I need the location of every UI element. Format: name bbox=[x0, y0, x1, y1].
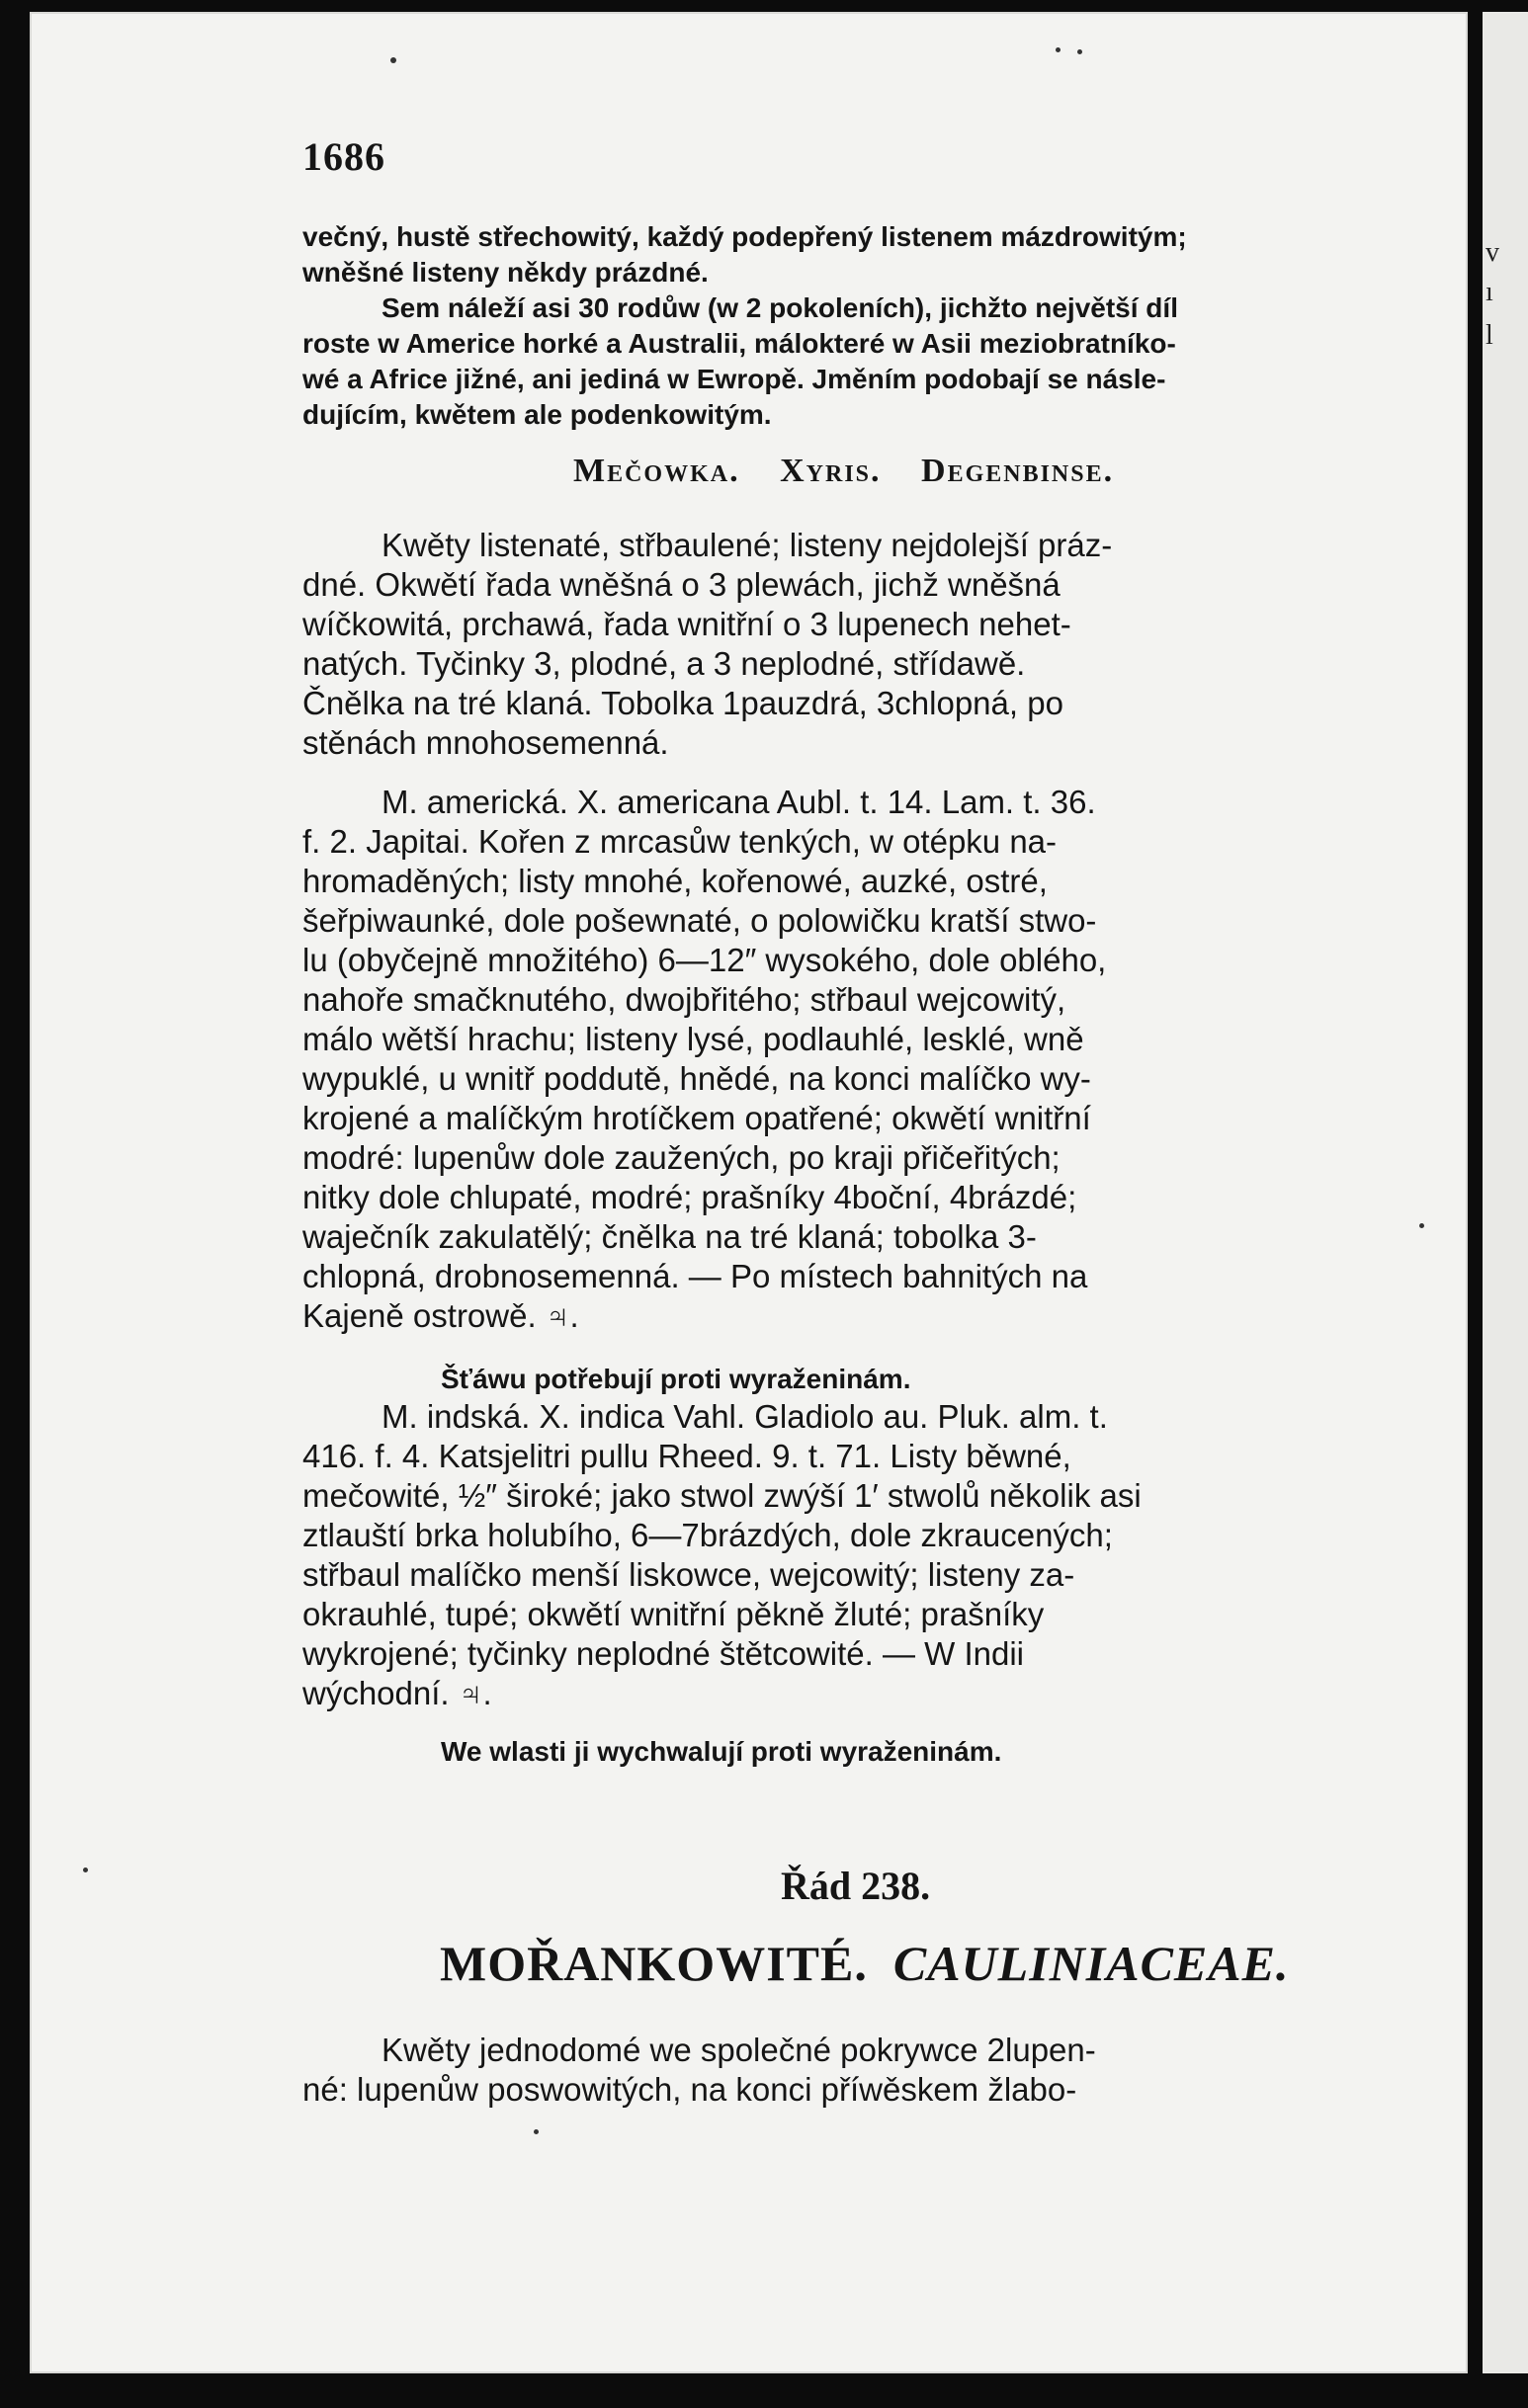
family-latin-name: CAULINIACEAE. bbox=[892, 1936, 1290, 1991]
family-czech-name: MOŘANKOWITÉ. bbox=[440, 1936, 868, 1991]
text-line: modré: lupenůw dole zaužených, po kraji přičeřitých; bbox=[302, 1139, 1061, 1176]
text-line: Kwěty jednodomé we společné pokrywce 2lupen- bbox=[382, 2032, 1096, 2068]
text-line: dné. Okwětí řada wněšná o 3 plewách, jichž wněšná bbox=[302, 566, 1061, 603]
note-americana: Šťáwu potřebují proti wyraženinám. bbox=[441, 1364, 911, 1394]
text-line: M. americká. X. americana Aubl. t. 14. Lam. t. 36. bbox=[382, 784, 1096, 820]
species-americana bbox=[302, 783, 1400, 1336]
text-line: šeřpiwaunké, dole pošewnaté, o polowičku kratší stwo- bbox=[302, 902, 1097, 939]
adjacent-fragment: l bbox=[1486, 320, 1493, 351]
text-line: né: lupenůw poswowitých, na konci příwěskem žlabo- bbox=[302, 2071, 1077, 2108]
genus-czech-name: Mečowka. bbox=[573, 453, 740, 489]
species-indica bbox=[302, 1397, 1400, 1713]
text-line: waječník zakulatělý; čnělka na tré klaná; tobolka 3- bbox=[302, 1218, 1037, 1255]
family-description bbox=[302, 2031, 1400, 2110]
scan-speck bbox=[1077, 49, 1082, 54]
text-line: okrauhlé, tupé; okwětí wnitřní pěkně žluté; prašníky bbox=[302, 1596, 1045, 1632]
text-line: Kajeně ostrowě. ♃. bbox=[302, 1297, 579, 1334]
text-line: Čnělka na tré klaná. Tobolka 1pauzdrá, 3chlopná, po bbox=[302, 685, 1063, 721]
text-line: natých. Tyčinky 3, plodné, a 3 neplodné, střídawě. bbox=[302, 645, 1026, 682]
text-line: 416. f. 4. Katsjelitri pullu Rheed. 9. t. 71. Listy běwné, bbox=[302, 1438, 1071, 1474]
genus-latin-name: Xyris. bbox=[780, 453, 882, 489]
scan-speck bbox=[390, 57, 396, 63]
order-number: Řád 238. bbox=[781, 1864, 931, 1908]
text-line: ztlauští brka holubího, 6—7brázdých, dole zkraucených; bbox=[302, 1517, 1113, 1553]
text-line: wé a Africe jižné, ani jediná w Ewropě. Jměním podobají se násle- bbox=[302, 364, 1166, 394]
text-line: stěnách mnohosemenná. bbox=[302, 724, 669, 761]
text-line: wýchodní. ♃. bbox=[302, 1675, 492, 1711]
adjacent-page-edge bbox=[1483, 12, 1528, 2373]
adjacent-fragment: v bbox=[1486, 237, 1499, 268]
text-line: M. indská. X. indica Vahl. Gladiolo au. Pluk. alm. t. bbox=[382, 1398, 1108, 1435]
scan-speck bbox=[83, 1868, 88, 1872]
genus-german-name: Degenbinse. bbox=[921, 453, 1115, 489]
scan-speck bbox=[1419, 1223, 1424, 1228]
family-heading bbox=[440, 1935, 1289, 1992]
text-line: střbaul malíčko menší liskowce, wejcowitý; listeny za- bbox=[302, 1556, 1075, 1593]
text-line: krojené a malíčkým hrotíčkem opatřené; okwětí wnitřní bbox=[302, 1100, 1091, 1136]
text-line: lu (obyčejně množitého) 6—12″ wysokého, dole oblého, bbox=[302, 942, 1107, 978]
note-indica: We wlasti ji wychwalují proti wyraženinám. bbox=[441, 1736, 1002, 1767]
text-line: dujícím, kwětem ale podenkowitým. bbox=[302, 399, 772, 430]
genus-heading bbox=[573, 453, 1144, 490]
text-line: wykrojené; tyčinky neplodné štětcowité. — W Indii bbox=[302, 1635, 1024, 1672]
text-line: wíčkowitá, prchawá, řada wnitřní o 3 lupenech nehet- bbox=[302, 606, 1071, 642]
adjacent-fragment: ı bbox=[1486, 277, 1493, 307]
text-line: nitky dole chlupaté, modré; prašníky 4boční, 4brázdé; bbox=[302, 1179, 1077, 1215]
genus-description bbox=[302, 526, 1400, 763]
text-line: wněšné listeny někdy prázdné. bbox=[302, 257, 709, 288]
text-line: Sem náleží asi 30 rodůw (w 2 pokoleních), jichžto největší díl bbox=[382, 292, 1178, 323]
scan-speck bbox=[1056, 47, 1061, 52]
text-line: Kwěty listenaté, střbaulené; listeny nejdolejší práz- bbox=[382, 527, 1113, 563]
text-line: nahoře smačknutého, dwojbřitého; střbaul wejcowitý, bbox=[302, 981, 1066, 1018]
text-line: hromaděných; listy mnohé, kořenowé, auzké, ostré, bbox=[302, 863, 1048, 899]
text-line: večný, hustě střechowitý, každý podepřený listenem mázdrowitým; bbox=[302, 221, 1187, 252]
page-number: 1686 bbox=[302, 134, 385, 179]
text-line: mečowité, ½″ široké; jako stwol zwýší 1′ stwolů několik asi bbox=[302, 1477, 1142, 1514]
text-line: f. 2. Japitai. Kořen z mrcasůw tenkých, w otépku na- bbox=[302, 823, 1058, 860]
text-line: wypuklé, u wnitř poddutě, hnědé, na konci malíčko wy- bbox=[302, 1060, 1091, 1097]
text-line: chlopná, drobnosemenná. — Po místech bahnitých na bbox=[302, 1258, 1088, 1294]
scan-speck bbox=[534, 2129, 539, 2134]
text-line: roste w Americe horké a Australii, málokteré w Asii meziobratníko- bbox=[302, 328, 1176, 359]
text-line: málo wětší hrachu; listeny lysé, podlauhlé, lesklé, wně bbox=[302, 1021, 1084, 1057]
top-fine-print bbox=[302, 219, 1400, 433]
